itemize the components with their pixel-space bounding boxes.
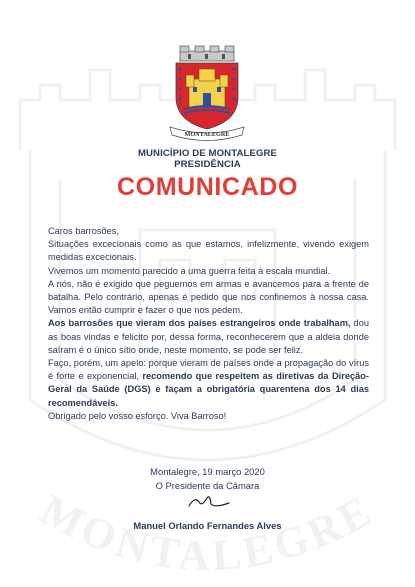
department-name: PRESIDÊNCIA bbox=[174, 159, 241, 170]
place-and-date: Montalegre, 19 março 2020 bbox=[150, 466, 265, 477]
svg-text:MONTALEGRE: MONTALEGRE bbox=[32, 484, 383, 581]
paragraph-5 bbox=[48, 357, 369, 410]
paragraph-6: Obrigado pelo vosso esforço. Viva Barroso! bbox=[48, 410, 227, 421]
paragraph-5-text: Faço, porém, um apelo: porque vieram de países onde a propagação do vírus é forte e exponencial, bbox=[48, 358, 369, 382]
municipal-crest-logo bbox=[164, 45, 250, 141]
paragraph-3: A nós, não é exigido que peguemos em armas e avancemos para a frente de batalha. Pelo contrário, apenas é pedido que nos confinemos à nossa casa. Vamos então cumprir e fazer o que nos pedem. bbox=[48, 278, 369, 316]
paragraph-4-emphasis: Aos barrosões que vieram dos países estrangeiros onde trabalham, bbox=[48, 318, 351, 329]
handwritten-signature bbox=[187, 492, 231, 512]
municipality-name: MUNICÍPIO DE MONTALEGRE bbox=[137, 148, 278, 159]
paragraph-4-text: dou as boas vindas e felicito por, dessa forma, reconhecerem que a aldeia donde saíram é o único sítio onde, neste momento, se pode ser feliz. bbox=[48, 318, 369, 355]
signatory-name: Manuel Orlando Fernandes Alves bbox=[133, 520, 282, 531]
paragraph-1: Situações excecionais como as que estamos, infelizmente, vivendo exigem medidas excecionais. bbox=[48, 239, 369, 263]
paragraph-4 bbox=[48, 317, 369, 357]
greeting: Caros barrosões, bbox=[48, 226, 119, 236]
paragraph-2: Vivemos um momento parecido a uma guerra feita à escala mundial. bbox=[48, 265, 331, 276]
paragraph-5-emphasis: recomendo que respeitem as diretivas da Direção-Geral da Saúde (DGS) e façam a obrigatória quarentena dos 14 dias recomendáveis. bbox=[48, 371, 369, 408]
svg-text:MONTALEGRE: MONTALEGRE bbox=[184, 131, 230, 138]
letter-body bbox=[48, 225, 369, 423]
document-title: COMUNICADO bbox=[117, 173, 298, 201]
signatory-role: O Presidente da Câmara bbox=[155, 480, 260, 491]
